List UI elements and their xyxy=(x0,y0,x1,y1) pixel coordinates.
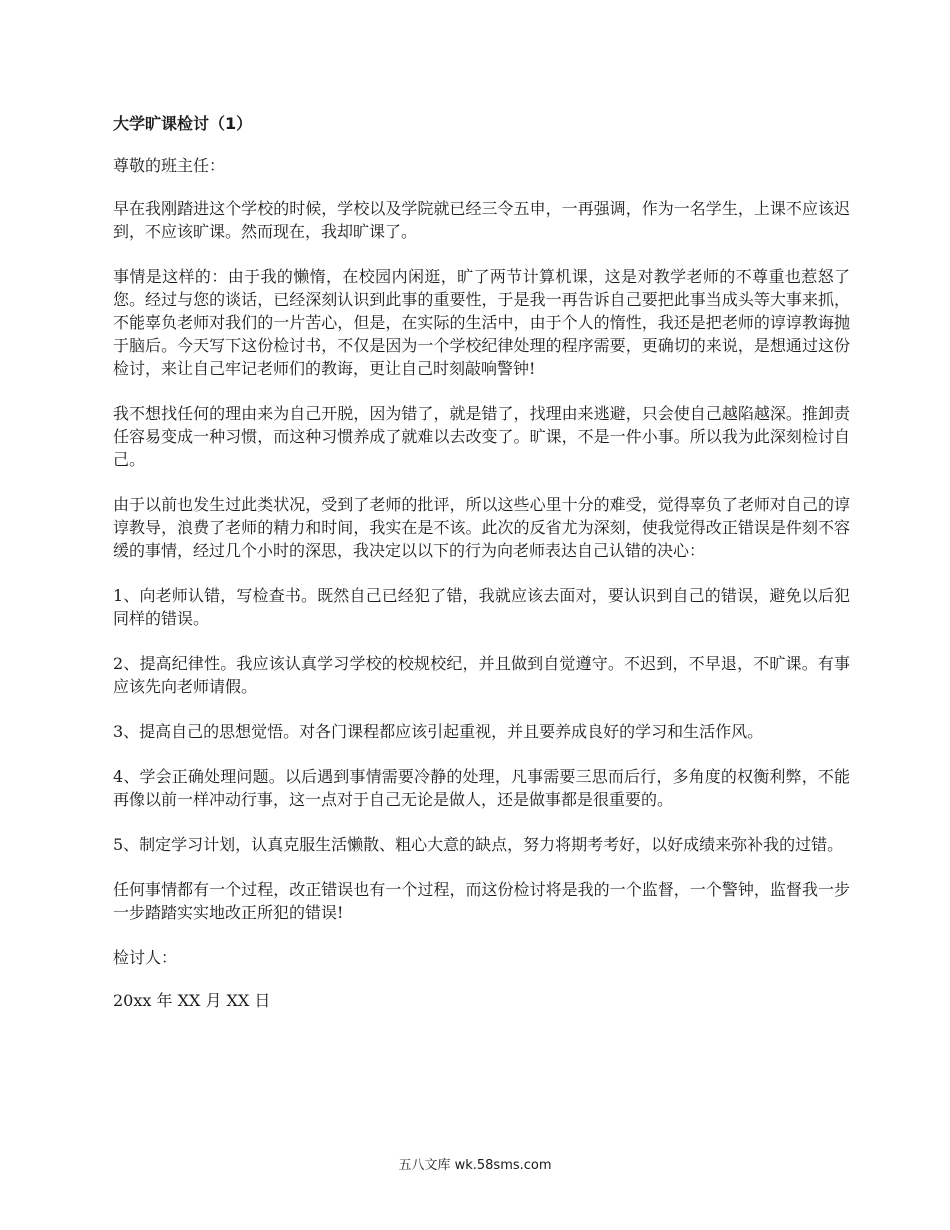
list-item-3: 3、提高自己的思想觉悟。对各门课程都应该引起重视，并且要养成良好的学习和生活作风。 xyxy=(113,722,764,741)
document-date: 20xx 年 XX 月 XX 日 xyxy=(113,991,271,1010)
list-item-5: 5、制定学习计划，认真克服生活懒散、粗心大意的缺点，努力将期考考好，以好成绩来弥补我的过错。 xyxy=(113,835,844,854)
paragraph-reflection: 由于以前也发生过此类状况，受到了老师的批评，所以这些心里十分的难受，觉得辜负了老师对自己的谆谆教导，浪费了老师的精力和时间，我实在是不该。此次的反省尤为深刻，使我觉得改正错误是件刻不容缓的事情，经过几个小时的深思，我决定以以下的行为向老师表达自己认错的决心： xyxy=(113,495,850,560)
paragraph-no-excuse: 我不想找任何的理由来为自己开脱，因为错了，就是错了，找理由来逃避，只会使自己越陷越深。推卸责任容易变成一种习惯，而这种习惯养成了就难以去改变了。旷课，不是一件小事。所以我为此深刻检讨自己。 xyxy=(113,404,850,469)
document-title: 大学旷课检讨（1） xyxy=(113,114,253,133)
list-item-1: 1、向老师认错，写检查书。既然自己已经犯了错，我就应该去面对，要认识到自己的错误，避免以后犯同样的错误。 xyxy=(113,586,850,628)
greeting: 尊敬的班主任： xyxy=(113,156,226,175)
paragraph-intro: 早在我刚踏进这个学校的时候，学校以及学院就已经三令五申，一再强调，作为一名学生，上课不应该迟到，不应该旷课。然而现在，我却旷课了。 xyxy=(113,199,850,241)
footer-source: 五八文库 wk.58sms.com xyxy=(398,1158,552,1173)
list-item-4: 4、学会正确处理问题。以后遇到事情需要冷静的处理，凡事需要三思而后行，多角度的权衡利弊，不能再像以前一样冲动行事，这一点对于自己无论是做人，还是做事都是很重要的。 xyxy=(113,767,850,809)
list-item-2: 2、提高纪律性。我应该认真学习学校的校规校纪，并且做到自觉遵守。不迟到，不早退，不旷课。有事应该先向老师请假。 xyxy=(113,654,850,696)
signer-label: 检讨人： xyxy=(113,948,178,967)
paragraph-conclusion: 任何事情都有一个过程，改正错误也有一个过程，而这份检讨将是我的一个监督，一个警钟，监督我一步一步踏踏实实地改正所犯的错误! xyxy=(113,880,850,922)
document-page xyxy=(113,112,850,1034)
paragraph-incident: 事情是这样的：由于我的懒惰，在校园内闲逛，旷了两节计算机课，这是对教学老师的不尊重也惹怒了您。经过与您的谈话，已经深刻认识到此事的重要性，于是我一再告诉自己要把此事当成头等大事来抓，不能辜负老师对我们的一片苦心，但是，在实际的生活中，由于个人的惰性，我还是把老师的谆谆教诲抛于脑后。今天写下这份检讨书，不仅是因为一个学校纪律处理的程序需要，更确切的来说，是想通过这份检讨，来让自己牢记老师们的教诲，更让自己时刻敲响警钟! xyxy=(113,267,850,378)
